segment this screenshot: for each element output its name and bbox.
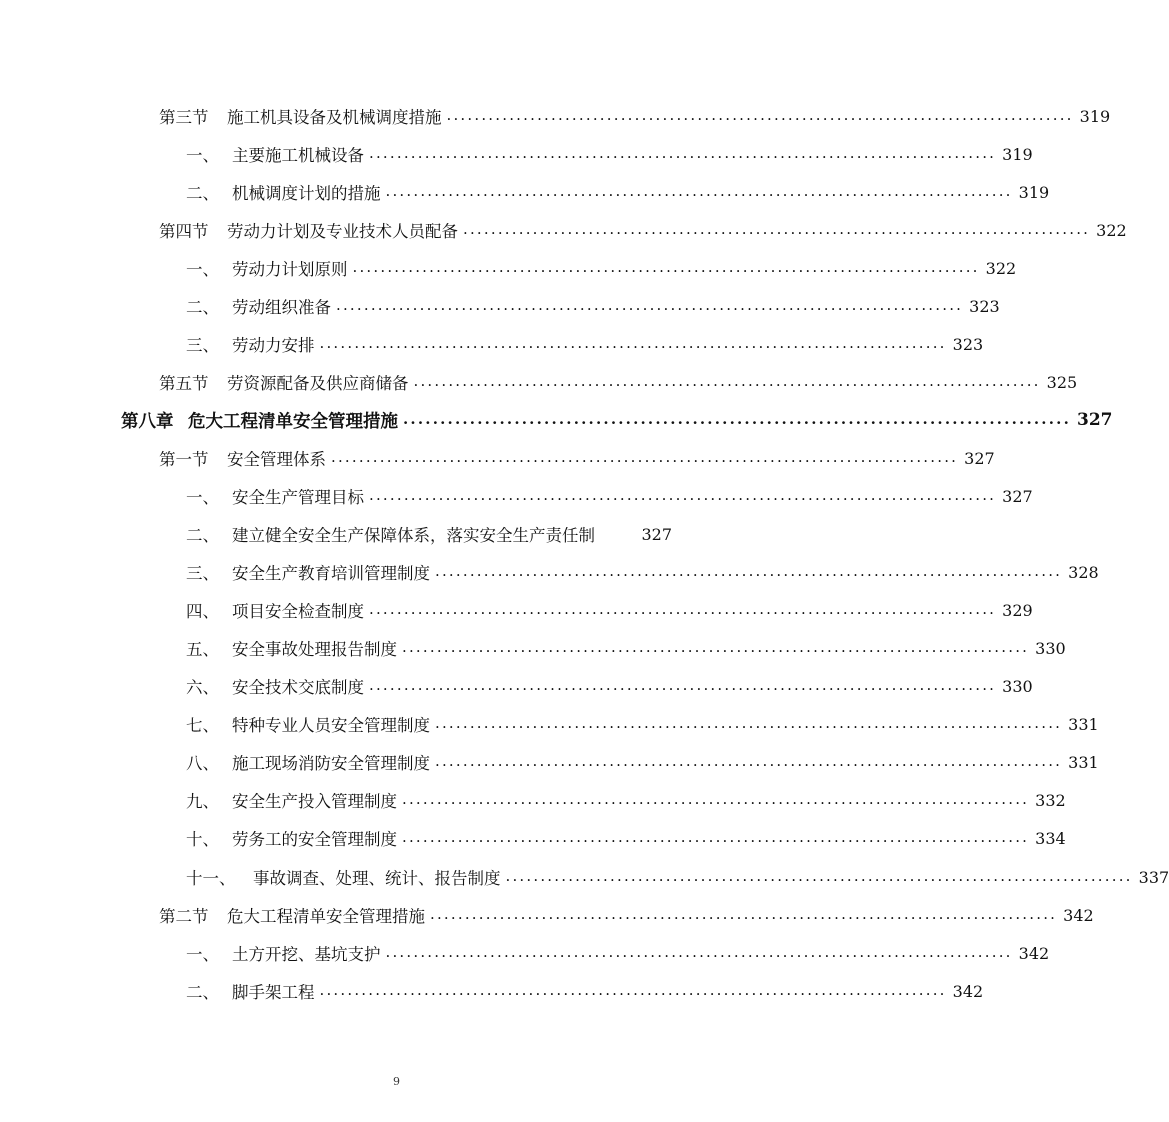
toc-entry-number: 十一、 — [186, 869, 236, 888]
toc-entry-number: 一、 — [186, 945, 219, 964]
dot-leader: .......................................................................................... — [402, 638, 1030, 656]
toc-entry-item[interactable] — [186, 934, 1050, 972]
toc-entry-page: 319 — [1018, 182, 1050, 202]
dot-leader: .......................................................................................... — [352, 258, 980, 276]
toc-entry-item[interactable] — [186, 781, 1066, 819]
toc-entry-number: 第二节 — [159, 907, 209, 926]
toc-entry-item[interactable] — [186, 249, 1017, 287]
toc-entry-page: 342 — [1018, 943, 1050, 963]
toc-entry-number: 七、 — [186, 716, 219, 735]
toc-entry-title: 主要施工机械设备 — [232, 146, 364, 165]
toc-entry-page: 322 — [1096, 220, 1127, 240]
dot-leader: .......................................................................................... — [505, 867, 1133, 885]
toc-entry-item[interactable] — [186, 819, 1066, 857]
toc-entry-title: 安全管理体系 — [227, 450, 326, 469]
toc-entry-number: 二、 — [186, 184, 219, 203]
dot-leader: .......................................................................................... — [369, 600, 997, 618]
toc-entry-number: 第一节 — [159, 450, 209, 469]
toc-entry-number: 八、 — [186, 754, 219, 773]
toc-entry-title: 劳动力计划及专业技术人员配备 — [227, 222, 458, 241]
toc-entry-page: 329 — [1002, 600, 1033, 620]
toc-entry-title: 脚手架工程 — [232, 983, 315, 1002]
toc-entry-page: 331 — [1068, 714, 1099, 734]
toc-entry-page: 327 — [964, 448, 995, 468]
toc-entry-number: 第五节 — [159, 374, 209, 393]
toc-entry-title: 特种专业人员安全管理制度 — [232, 716, 430, 735]
dot-leader: .......................................................................................... — [331, 448, 959, 466]
toc-entry-title: 安全生产教育培训管理制度 — [232, 564, 430, 583]
dot-leader: .......................................................................................... — [413, 372, 1041, 390]
toc-entry-page: 342 — [952, 981, 984, 1001]
toc-entry-page: 319 — [1079, 106, 1111, 126]
toc-entry-section[interactable] — [159, 363, 1078, 401]
toc-entry-item[interactable] — [186, 515, 672, 553]
dot-leader: .......................................................................................... — [430, 905, 1058, 923]
toc-entry-title: 劳动力计划原则 — [232, 260, 348, 279]
toc-entry-number: 第三节 — [159, 108, 209, 127]
toc-entry-section[interactable] — [159, 896, 1094, 934]
dot-leader: .......................................................................................... — [385, 943, 1013, 961]
dot-leader: .......................................................................................... — [369, 144, 997, 162]
toc-entry-number: 五、 — [186, 640, 219, 659]
toc-entry-page: 322 — [985, 258, 1017, 278]
dot-leader: .......................................................................................... — [385, 182, 1013, 200]
toc-entry-item[interactable] — [186, 553, 1099, 591]
toc-entry-page: 337 — [1138, 867, 1169, 887]
dot-leader: .......................................................................................... — [463, 220, 1091, 238]
dot-leader: .......................................................................................... — [402, 828, 1030, 846]
toc-entry-item[interactable] — [186, 591, 1033, 629]
toc-entry-number: 一、 — [186, 488, 219, 507]
toc-entry-page: 331 — [1068, 752, 1099, 772]
toc-entry-title: 安全生产投入管理制度 — [232, 792, 397, 811]
dot-leader: .......................................................................................... — [402, 790, 1030, 808]
toc-entry-number: 三、 — [186, 336, 219, 355]
toc-entry-title: 劳资源配备及供应商储备 — [227, 374, 409, 393]
toc-entry-item[interactable] — [186, 173, 1050, 211]
toc-entry-item[interactable] — [186, 325, 984, 363]
dot-leader: .......................................................................................... — [336, 296, 964, 314]
toc-entry-title: 事故调查、处理、统计、报告制度 — [253, 869, 501, 888]
toc-entry-item[interactable] — [186, 287, 1000, 325]
toc-entry-title: 施工现场消防安全管理制度 — [232, 754, 430, 773]
dot-leader: .......................................................................................... — [435, 562, 1063, 580]
toc-entry-item[interactable] — [186, 705, 1099, 743]
toc-entry-title: 安全生产管理目标 — [232, 488, 364, 507]
page-number: 9 — [393, 1075, 400, 1088]
toc-entry-page: 334 — [1035, 828, 1066, 848]
toc-entry-page: 330 — [1002, 676, 1033, 696]
toc-entry-page: 328 — [1068, 562, 1099, 582]
toc-entry-title: 劳务工的安全管理制度 — [232, 830, 397, 849]
toc-entry-page: 325 — [1046, 372, 1078, 392]
toc-entry-number: 二、 — [186, 298, 219, 317]
toc-entry-title: 劳动力安排 — [232, 336, 315, 355]
toc-entry-number: 二、 — [186, 526, 219, 545]
toc-entry-section[interactable] — [159, 97, 1111, 135]
toc-entry-title: 劳动组织准备 — [232, 298, 331, 317]
dot-leader: .......................................................................................... — [435, 714, 1063, 732]
toc-entry-number: 一、 — [186, 146, 219, 165]
toc-entry-section[interactable] — [159, 439, 995, 477]
dot-leader: .......................................................................................... — [369, 676, 997, 694]
toc-entry-number: 二、 — [186, 983, 219, 1002]
toc-entry-item[interactable] — [186, 743, 1099, 781]
toc-entry-title: 安全技术交底制度 — [232, 678, 364, 697]
toc-entry-title: 机械调度计划的措施 — [232, 184, 381, 203]
toc-entry-item[interactable] — [186, 972, 984, 1010]
toc-entry-page: 323 — [952, 334, 984, 354]
dot-leader: .......................................................................................... — [446, 106, 1074, 124]
toc-entry-page: 319 — [1002, 144, 1033, 164]
toc-entry-chapter[interactable] — [121, 401, 1113, 439]
toc-entry-number: 三、 — [186, 564, 219, 583]
toc-entry-number: 第八章 — [121, 411, 174, 432]
toc-entry-page: 327 — [641, 524, 672, 544]
dot-leader: .......................................................................................... — [369, 486, 997, 504]
toc-entry-number: 一、 — [186, 260, 219, 279]
toc-entry-item[interactable] — [186, 667, 1033, 705]
toc-entry-item[interactable] — [186, 477, 1033, 515]
toc-entry-page: 327 — [1077, 410, 1113, 430]
toc-entry-number: 四、 — [186, 602, 219, 621]
toc-entry-title: 施工机具设备及机械调度措施 — [227, 108, 442, 127]
toc-entry-number: 十、 — [186, 830, 219, 849]
dot-leader: .......................................................................................... — [403, 410, 1071, 428]
dot-leader: .......................................................................................... — [319, 334, 947, 352]
toc-entry-title: 危大工程清单安全管理措施 — [227, 907, 425, 926]
toc-entry-item[interactable] — [186, 629, 1066, 667]
toc-entry-title: 项目安全检查制度 — [232, 602, 364, 621]
toc-entry-page: 342 — [1063, 905, 1094, 925]
toc-entry-number: 六、 — [186, 678, 219, 697]
toc-entry-item[interactable] — [186, 858, 1169, 896]
toc-entry-title: 建立健全安全生产保障体系，落实安全生产责任制 — [232, 526, 595, 545]
toc-entry-page: 332 — [1035, 790, 1066, 810]
dot-leader: .......................................................................................... — [435, 752, 1063, 770]
toc-entry-title: 土方开挖、基坑支护 — [232, 945, 381, 964]
toc-entry-page: 327 — [1002, 486, 1033, 506]
toc-entry-number: 第四节 — [159, 222, 209, 241]
toc-entry-title: 安全事故处理报告制度 — [232, 640, 397, 659]
toc-entry-number: 九、 — [186, 792, 219, 811]
toc-entry-section[interactable] — [159, 211, 1127, 249]
toc-entry-page: 330 — [1035, 638, 1066, 658]
toc-entry-item[interactable] — [186, 135, 1033, 173]
dot-leader: .......................................................................................... — [319, 981, 947, 999]
toc-entry-page: 323 — [969, 296, 1000, 316]
toc-entry-title: 危大工程清单安全管理措施 — [188, 411, 398, 432]
